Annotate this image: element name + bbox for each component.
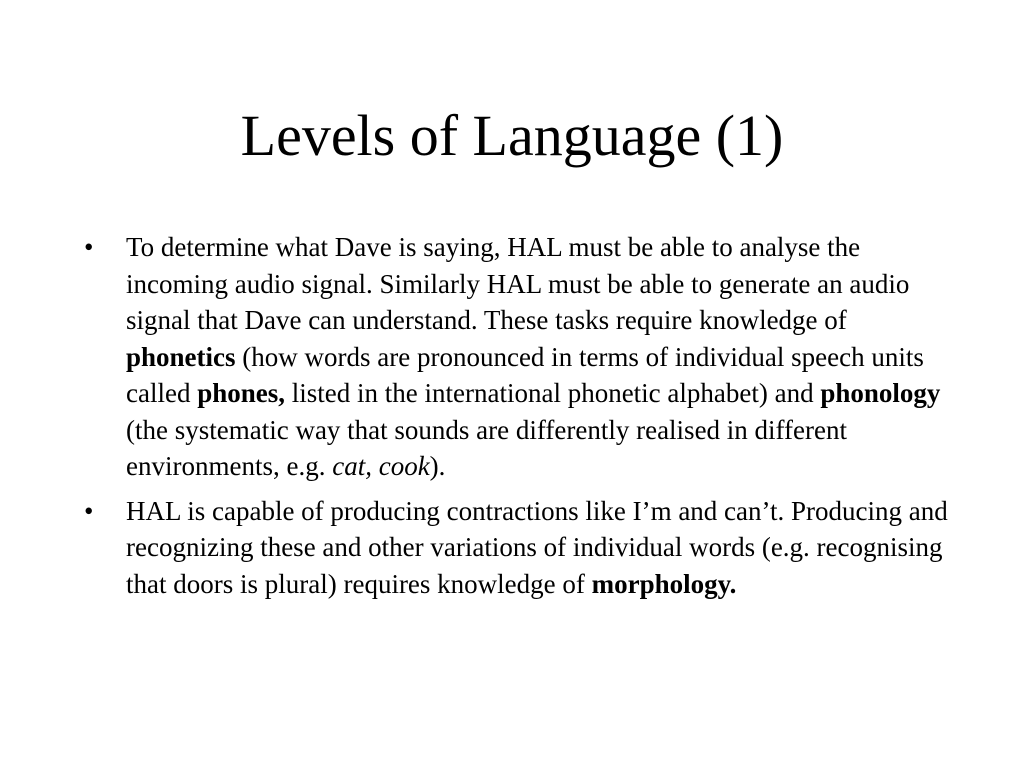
- bullet-item-morphology: [84, 493, 954, 603]
- text-segment: ).: [429, 451, 446, 481]
- text-segment: To determine what Dave is saying, HAL must be able to analyse the incoming audio signal. Similarly HAL must be able to generate an audio signal that Dave can understand. These tasks require knowledge of: [126, 232, 910, 335]
- text-segment: (the systematic way that sounds are differently realised in different environments, e.g.: [126, 414, 848, 481]
- term-phonology: phonology: [820, 378, 941, 408]
- text-segment: listed in the international phonetic alphabet) and: [285, 378, 821, 408]
- bullet-item-phonetics: [84, 229, 954, 485]
- slide-title: Levels of Language (1): [240, 103, 784, 168]
- bullet-text: [126, 496, 948, 599]
- term-phones: phones,: [197, 378, 286, 408]
- bullet-list: [84, 229, 954, 610]
- term-morphology: morphology.: [591, 568, 737, 599]
- bullet-text: [126, 232, 940, 481]
- text-segment: (how words are pronounced in terms of individual speech units called: [126, 341, 924, 408]
- bullet-icon: •: [84, 495, 94, 526]
- term-phonetics: phonetics: [126, 341, 236, 372]
- bullet-icon: •: [84, 232, 94, 262]
- example-words: cat, cook: [332, 451, 430, 481]
- text-segment: HAL is capable of producing contractions like I’m and can’t. Producing and recognizing these and other variations of individual words (e.g. recognising that doors is plural) requires knowledge of: [126, 495, 948, 599]
